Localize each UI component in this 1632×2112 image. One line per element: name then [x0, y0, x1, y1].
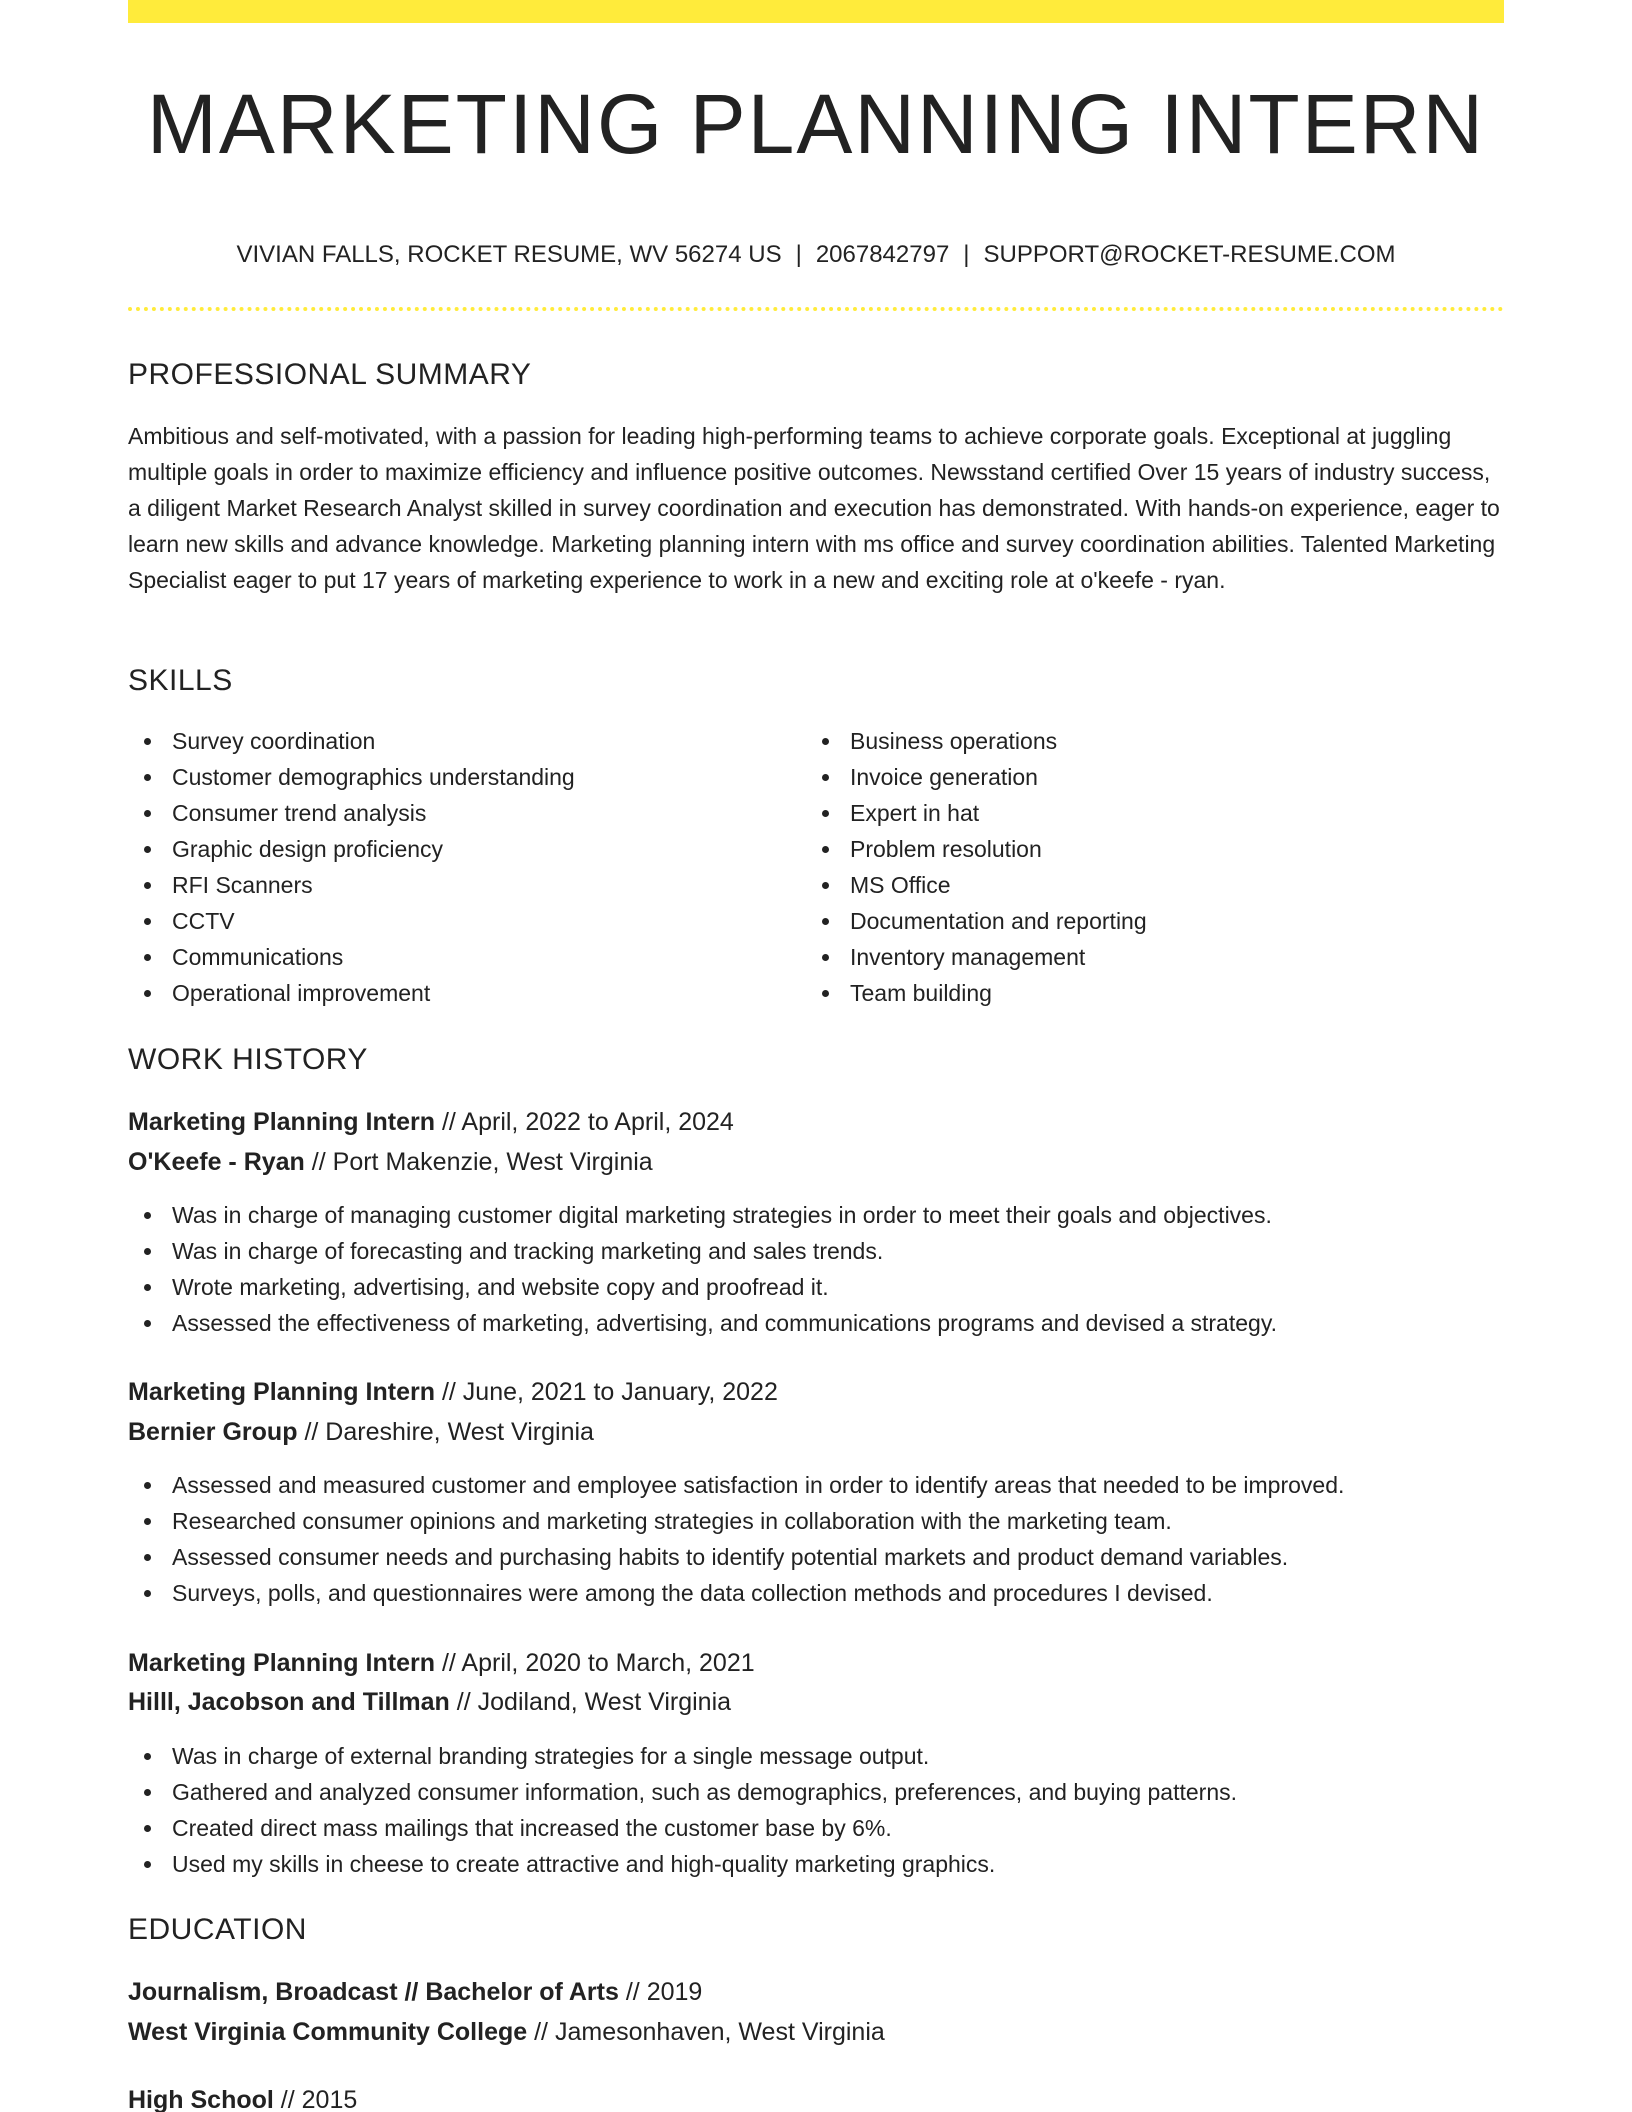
summary-heading: PROFESSIONAL SUMMARY — [128, 358, 532, 391]
contact-line — [128, 240, 1504, 270]
job-bullet: Assessed the effectiveness of marketing, advertising, and communications programs and devised a strategy. — [128, 1305, 1277, 1341]
separator: // — [304, 1418, 319, 1446]
education-year: 2015 — [301, 2086, 358, 2112]
separator: // — [534, 2018, 549, 2046]
skill-item: Communications — [128, 939, 806, 975]
job-bullet: Used my skills in cheese to create attractive and high-quality marketing graphics. — [128, 1846, 1237, 1882]
separator: // — [311, 1148, 326, 1176]
skill-item: Graphic design proficiency — [128, 831, 806, 867]
job-bullets — [128, 1197, 1277, 1341]
job-bullet: Wrote marketing, advertising, and website copy and proofread it. — [128, 1269, 1277, 1305]
work-history-heading: WORK HISTORY — [128, 1043, 368, 1076]
skills-heading: SKILLS — [128, 664, 233, 697]
skill-item: Invoice generation — [806, 759, 1504, 795]
job-bullet: Gathered and analyzed consumer information, such as demographics, preferences, and buying patterns. — [128, 1774, 1237, 1810]
job-company: O'Keefe - Ryan — [128, 1148, 305, 1176]
education-degree: Journalism, Broadcast // Bachelor of Arts — [128, 1978, 619, 2006]
education-year: 2019 — [646, 1978, 703, 2006]
separator: // — [441, 1378, 456, 1406]
job-company-line — [128, 1684, 731, 1720]
contact-separator: | — [795, 241, 802, 268]
job-bullet: Was in charge of external branding strategies for a single message output. — [128, 1738, 1237, 1774]
skill-item: Business operations — [806, 723, 1504, 759]
job-bullet: Researched consumer opinions and marketing strategies in collaboration with the marketing team. — [128, 1503, 1344, 1539]
education-school-line — [128, 2014, 885, 2050]
job-bullet: Assessed and measured customer and employee satisfaction in order to identify areas that needed to be improved. — [128, 1467, 1344, 1503]
education-degree-line — [128, 1974, 702, 2010]
skill-item: RFI Scanners — [128, 867, 806, 903]
job-company-line — [128, 1414, 594, 1450]
education-heading: EDUCATION — [128, 1913, 307, 1946]
job-role: Marketing Planning Intern — [128, 1378, 435, 1406]
job-bullet: Created direct mass mailings that increased the customer base by 6%. — [128, 1810, 1237, 1846]
header-divider — [128, 307, 1504, 311]
contact-phone: 2067842797 — [815, 241, 950, 268]
skill-item: Inventory management — [806, 939, 1504, 975]
job-dates: June, 2021 to January, 2022 — [462, 1378, 778, 1406]
job-company-line — [128, 1144, 653, 1180]
job-bullets — [128, 1738, 1237, 1882]
skill-item: CCTV — [128, 903, 806, 939]
education-location: Jamesonhaven, West Virginia — [554, 2018, 885, 2046]
contact-separator: | — [963, 241, 970, 268]
job-role: Marketing Planning Intern — [128, 1108, 435, 1136]
top-accent-bar — [128, 0, 1504, 23]
skill-item: Survey coordination — [128, 723, 806, 759]
job-bullet: Assessed consumer needs and purchasing habits to identify potential markets and product demand variables. — [128, 1539, 1344, 1575]
job-title-line — [128, 1104, 734, 1140]
job-location: Dareshire, West Virginia — [325, 1418, 594, 1446]
skill-item: Customer demographics understanding — [128, 759, 806, 795]
job-role: Marketing Planning Intern — [128, 1649, 435, 1677]
skill-item: Operational improvement — [128, 975, 806, 1011]
job-dates: April, 2020 to March, 2021 — [461, 1649, 755, 1677]
job-company: Hilll, Jacobson and Tillman — [128, 1688, 450, 1716]
skill-item: MS Office — [806, 867, 1504, 903]
contact-email: SUPPORT@ROCKET-RESUME.COM — [983, 241, 1396, 268]
summary-text: Ambitious and self-motivated, with a passion for leading high-performing teams to achieve corporate goals. Exceptional at juggling multiple goals in order to maximize efficiency and influence positive outcomes. Newsstand certified Over 15 years of industry success, a diligent Market Research Analyst skilled in survey coordination and execution has demonstrated. With hands-on experience, eager to learn new skills and advance knowledge. Marketing planning intern with ms office and survey coordination abilities. Talented Marketing Specialist eager to put 17 years of marketing experience to work in a new and exciting role at o'keefe - ryan. — [128, 423, 1500, 593]
separator: // — [456, 1688, 471, 1716]
resume-name: MARKETING PLANNING INTERN — [146, 77, 1486, 171]
skills-list-left — [128, 723, 806, 1011]
education-school: West Virginia Community College — [128, 2018, 528, 2046]
job-location: Jodiland, West Virginia — [477, 1688, 732, 1716]
job-company: Bernier Group — [128, 1418, 298, 1446]
separator: // — [441, 1108, 456, 1136]
skills-list-right — [806, 723, 1504, 1011]
job-location: Port Makenzie, West Virginia — [332, 1148, 653, 1176]
job-bullet: Was in charge of managing customer digital marketing strategies in order to meet their goals and objectives. — [128, 1197, 1277, 1233]
job-dates: April, 2022 to April, 2024 — [461, 1108, 734, 1136]
contact-address: VIVIAN FALLS, ROCKET RESUME, WV 56274 US — [236, 241, 782, 268]
skill-item: Expert in hat — [806, 795, 1504, 831]
education-degree-line — [128, 2082, 357, 2112]
skill-item: Team building — [806, 975, 1504, 1011]
job-title-line — [128, 1645, 755, 1681]
job-bullets — [128, 1467, 1344, 1611]
separator: // — [441, 1649, 456, 1677]
job-bullet: Surveys, polls, and questionnaires were among the data collection methods and procedures I devised. — [128, 1575, 1344, 1611]
skill-item: Documentation and reporting — [806, 903, 1504, 939]
job-title-line — [128, 1374, 778, 1410]
job-bullet: Was in charge of forecasting and tracking marketing and sales trends. — [128, 1233, 1277, 1269]
skill-item: Problem resolution — [806, 831, 1504, 867]
skill-item: Consumer trend analysis — [128, 795, 806, 831]
separator: // — [280, 2086, 295, 2112]
education-degree: High School — [128, 2086, 274, 2112]
separator: // — [625, 1978, 640, 2006]
